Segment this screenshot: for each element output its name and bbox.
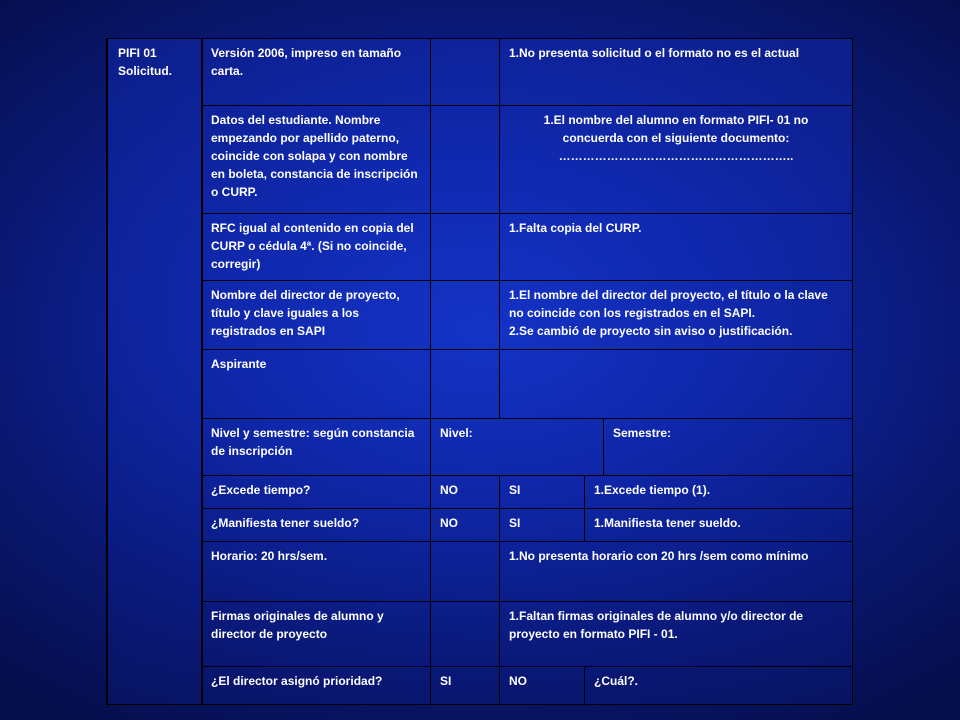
- criterion-cell: Nombre del director de proyecto, título y clave iguales a los registrados en SAPI: [201, 280, 431, 350]
- issue-cell: 1.No presenta horario con 20 hrs /sem como mínimo: [499, 541, 853, 602]
- blank-check-cell: [430, 541, 500, 602]
- blank-check-cell: [430, 601, 500, 667]
- criterion-cell: ¿El director asignó prioridad?: [201, 666, 431, 704]
- criterion-cell: Nivel y semestre: según constancia de inscripción: [201, 418, 431, 476]
- version-cell: Versión 2006, impreso en tamaño carta.: [201, 38, 431, 106]
- nivel-cell: Nivel:: [430, 418, 604, 476]
- criterion-cell: RFC igual al contenido en copia del CURP o cédula 4ª. (Si no coincide, corregir): [201, 213, 431, 281]
- criterion-cell: Datos del estudiante. Nombre empezando por apellido paterno, coincide con solapa y con nombre en boleta, constancia de inscripción o CURP.: [201, 105, 431, 214]
- blank-check-cell: [430, 213, 500, 281]
- option-si-cell: SI: [499, 508, 585, 542]
- issue-cell: ¿Cuál?.: [584, 666, 853, 704]
- issue-cell: 1.El nombre del director del proyecto, el título o la clave no coincide con los registrados en el SAPI. 2.Se cambió de proyecto sin aviso o justificación.: [499, 280, 853, 350]
- blank-check-cell: [430, 38, 500, 106]
- issue-cell: [499, 349, 853, 419]
- semestre-cell: Semestre:: [603, 418, 853, 476]
- criterion-cell: ¿Excede tiempo?: [201, 475, 431, 509]
- issue-cell: 1.El nombre del alumno en formato PIFI- 01 no concuerda con el siguiente documento: …………………………………………………..: [499, 105, 853, 214]
- issue-cell: 1.Manifiesta tener sueldo.: [584, 508, 853, 542]
- option-no-cell: NO: [499, 666, 585, 704]
- issue-cell: 1.Falta copia del CURP.: [499, 213, 853, 281]
- checklist-table: [106, 38, 853, 705]
- option-no-cell: NO: [430, 475, 500, 509]
- option-si-cell: SI: [499, 475, 585, 509]
- option-si-cell: SI: [430, 666, 500, 704]
- blank-check-cell: [430, 105, 500, 214]
- option-no-cell: NO: [430, 508, 500, 542]
- blank-check-cell: [430, 349, 500, 419]
- criterion-cell: Firmas originales de alumno y director de proyecto: [201, 601, 431, 667]
- form-label-cell: PIFI 01 Solicitud.: [107, 38, 203, 704]
- issue-cell: 1.Faltan firmas originales de alumno y/o director de proyecto en formato PIFI - 01.: [499, 601, 853, 667]
- criterion-cell: Aspirante: [201, 349, 431, 419]
- blank-check-cell: [430, 280, 500, 350]
- criterion-cell: ¿Manifiesta tener sueldo?: [201, 508, 431, 542]
- issue-cell: 1.Excede tiempo (1).: [584, 475, 853, 509]
- version-issue-cell: 1.No presenta solicitud o el formato no es el actual: [499, 38, 853, 106]
- criterion-cell: Horario: 20 hrs/sem.: [201, 541, 431, 602]
